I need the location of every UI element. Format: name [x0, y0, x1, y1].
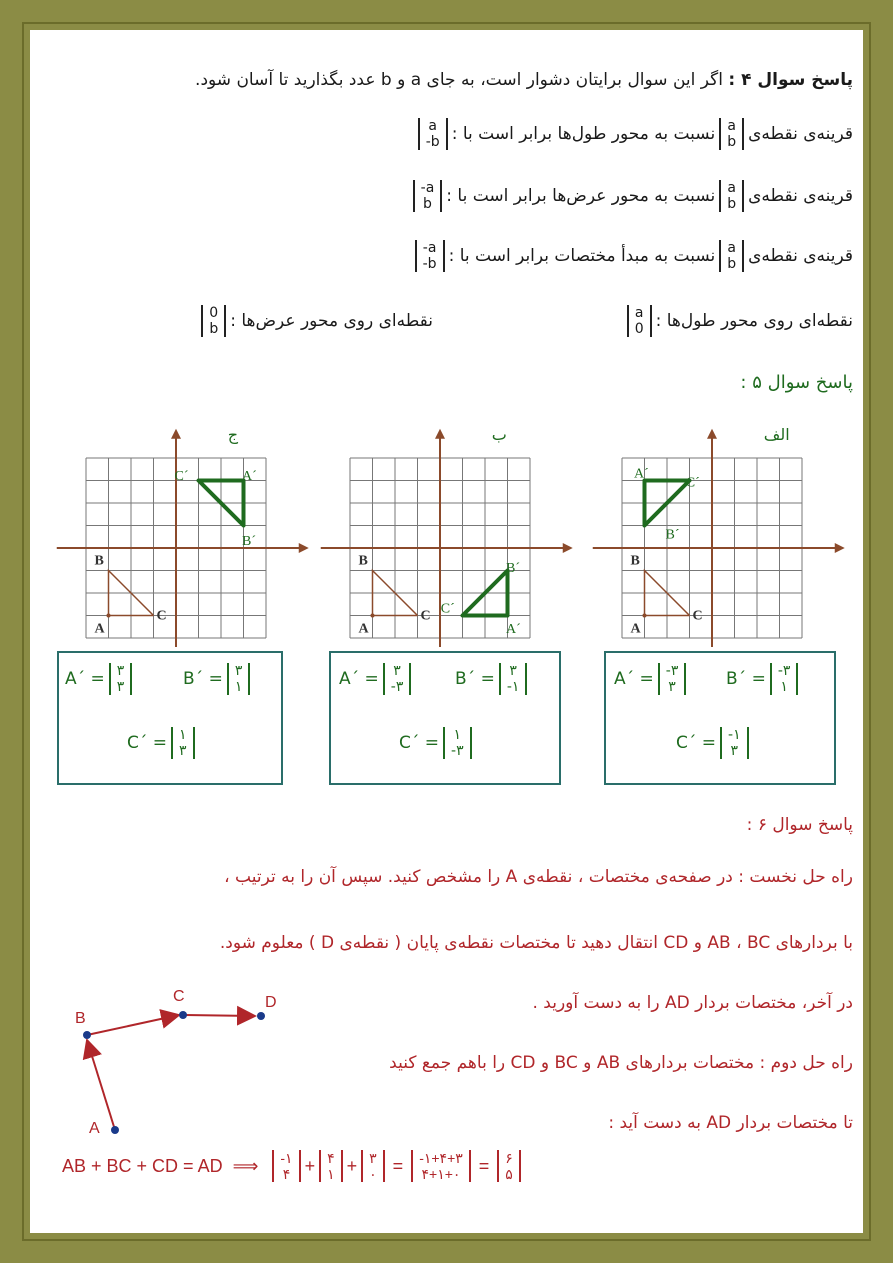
label-d: D [265, 994, 277, 1011]
c-prime-vector: ۱ -۳ [443, 727, 472, 759]
b-prime-vector: ۳ ۱ [227, 663, 251, 695]
point-a [371, 614, 375, 618]
q6-vector-diagram [55, 985, 285, 1145]
vector-x-result: a -b [418, 118, 448, 150]
b-prime-label: B´ = [455, 669, 495, 689]
point-a [111, 1126, 119, 1134]
q4-intro: اگر این سوال برایتان دشوار است، به جای a و b عدد بگذارید تا آسان شود. [195, 70, 723, 90]
q6-line-3: در آخر، مختصات بردار AD را به دست آورید . [532, 993, 853, 1013]
vector-ab: a b [719, 240, 744, 272]
vector-sum: -۱+۴+۳ ۴+۱+۰ [411, 1150, 471, 1182]
y-axis-arrow [171, 429, 181, 439]
y-axis-arrow [707, 429, 717, 439]
q6-line-4: راه حل دوم : مختصات بردارهای AB و BC و CD را باهم جمع کنید [389, 1053, 853, 1073]
q4-sym-x-label: قرینه‌ی نقطه‌ی [748, 124, 853, 144]
label-b-prime: B´ [506, 561, 520, 576]
label-c: C [173, 988, 185, 1005]
vector-bc-arrow [87, 1015, 179, 1035]
q6-line-2: با بردارهای AB ، BC و CD انتقال دهید تا مختصات نقطه‌ی پایان ( نقطه‌ی D ) معلوم شود. [219, 933, 853, 953]
a-prime-vector: ۳ ۳ [109, 663, 133, 695]
equation-lhs: AB + BC + CD = AD [62, 1155, 223, 1176]
b-prime-vector: -۳ ۱ [770, 663, 799, 695]
vector-ab: a b [719, 118, 744, 150]
vector-ab-arrow [87, 1040, 115, 1130]
q4-sym-o-row [411, 240, 853, 272]
point-c [179, 1011, 187, 1019]
vector-on-x: a 0 [627, 305, 652, 337]
x-axis-arrow [299, 543, 309, 553]
label-a: A [94, 621, 105, 637]
q4-sym-x-row [414, 118, 853, 150]
label-b: B [94, 553, 104, 569]
panel-title: الف [763, 425, 790, 444]
a-prime-label: A´ = [65, 669, 105, 689]
label-c: C [156, 608, 167, 624]
label-a-prime: A´ [634, 466, 649, 482]
a-prime-label: A´ = [339, 669, 379, 689]
label-b-prime: B´ [242, 534, 256, 549]
q5-title: پاسخ سوال ۵ : [740, 372, 853, 393]
label-b: B [75, 1010, 86, 1027]
b-prime-vector: ۳ -۱ [499, 663, 528, 695]
vector-cd-arrow [185, 1015, 255, 1016]
answer-box-be [329, 651, 561, 785]
answer-box-alef [604, 651, 836, 785]
vector-v3: ۳ ۰ [361, 1150, 385, 1182]
a-prime-label: A´ = [614, 669, 654, 689]
implies-arrow: ⟹ [232, 1155, 259, 1176]
q6-equation: AB + BC + CD = AD ⟹ -۱ ۴ + ۴ ۱ + ۳ ۰ = -۱+۴+۳ ۴+۱+۰ = ۶ ۵ [62, 1150, 525, 1182]
panel-title: ج [227, 425, 239, 444]
point-a [643, 614, 647, 618]
label-a-prime: A´ [242, 468, 257, 484]
vector-y-result: -a b [413, 180, 443, 212]
label-b: B [358, 553, 368, 569]
c-prime-label: C´ = [399, 733, 440, 753]
vector-on-y: 0 b [201, 305, 226, 337]
q4-on-x-label: نقطه‌ای روی محور طول‌ها : [655, 311, 853, 331]
c-prime-vector: ۱ ۳ [171, 727, 195, 759]
label-a: A [358, 621, 369, 637]
vector-ab: a b [719, 180, 744, 212]
q4-on-x-row [623, 305, 853, 337]
point-b [83, 1031, 91, 1039]
q6-title: پاسخ سوال ۶ : [746, 815, 853, 835]
q4-sym-y-label: قرینه‌ی نقطه‌ی [748, 186, 853, 206]
grid-panel [57, 425, 309, 647]
q4-sym-x-text: نسبت به محور طول‌ها برابر است با : [451, 124, 716, 144]
a-prime-vector: ۳ -۳ [383, 663, 412, 695]
q6-line-5: تا مختصات بردار AD به دست آید : [608, 1113, 853, 1133]
label-b-prime: B´ [665, 527, 680, 543]
b-prime-label: B´ = [726, 669, 766, 689]
label-c: C [420, 608, 431, 624]
q4-sym-y-row [409, 180, 853, 212]
vector-result: ۶ ۵ [497, 1150, 521, 1182]
c-prime-label: C´ = [127, 733, 168, 753]
grid-panel [321, 425, 573, 647]
point-a [107, 614, 111, 618]
x-axis-arrow [835, 543, 845, 553]
grid-panel [593, 425, 845, 647]
vector-o-result: -a -b [415, 240, 445, 272]
b-prime-label: B´ = [183, 669, 223, 689]
q4-intro-line [195, 70, 853, 90]
q4-sym-o-label: قرینه‌ی نقطه‌ی [748, 246, 853, 266]
label-c: C [692, 608, 703, 624]
q4-on-y-label: نقطه‌ای روی محور عرض‌ها : [230, 311, 433, 331]
label-c-prime: C´ [685, 475, 700, 491]
q4-sym-y-text: نسبت به محور عرض‌ها برابر است با : [446, 186, 716, 206]
a-prime-vector: -۳ ۳ [658, 663, 687, 695]
point-d [257, 1012, 265, 1020]
label-c-prime: C´ [174, 468, 189, 484]
q6-line-1: راه حل نخست : در صفحه‌ی مختصات ، نقطه‌ی A را مشخص کنید. سپس آن را به ترتیب ، [224, 867, 853, 887]
c-prime-vector: -۱ ۳ [720, 727, 749, 759]
q4-title: پاسخ سوال ۴ : [728, 70, 853, 90]
q4-sym-o-text: نسبت به مبدأ مختصات برابر است با : [448, 246, 716, 266]
y-axis-arrow [435, 429, 445, 439]
c-prime-label: C´ = [676, 733, 717, 753]
label-a: A [89, 1120, 100, 1137]
label-b: B [630, 553, 640, 569]
x-axis-arrow [563, 543, 573, 553]
vector-v2: ۴ ۱ [319, 1150, 343, 1182]
vector-v1: -۱ ۴ [272, 1150, 300, 1182]
q4-on-y-row [197, 305, 433, 337]
label-a: A [630, 621, 641, 637]
label-c-prime: C´ [440, 601, 455, 617]
label-a-prime: A´ [506, 621, 521, 637]
answer-box-jim [57, 651, 283, 785]
panel-title: ب [491, 425, 507, 444]
